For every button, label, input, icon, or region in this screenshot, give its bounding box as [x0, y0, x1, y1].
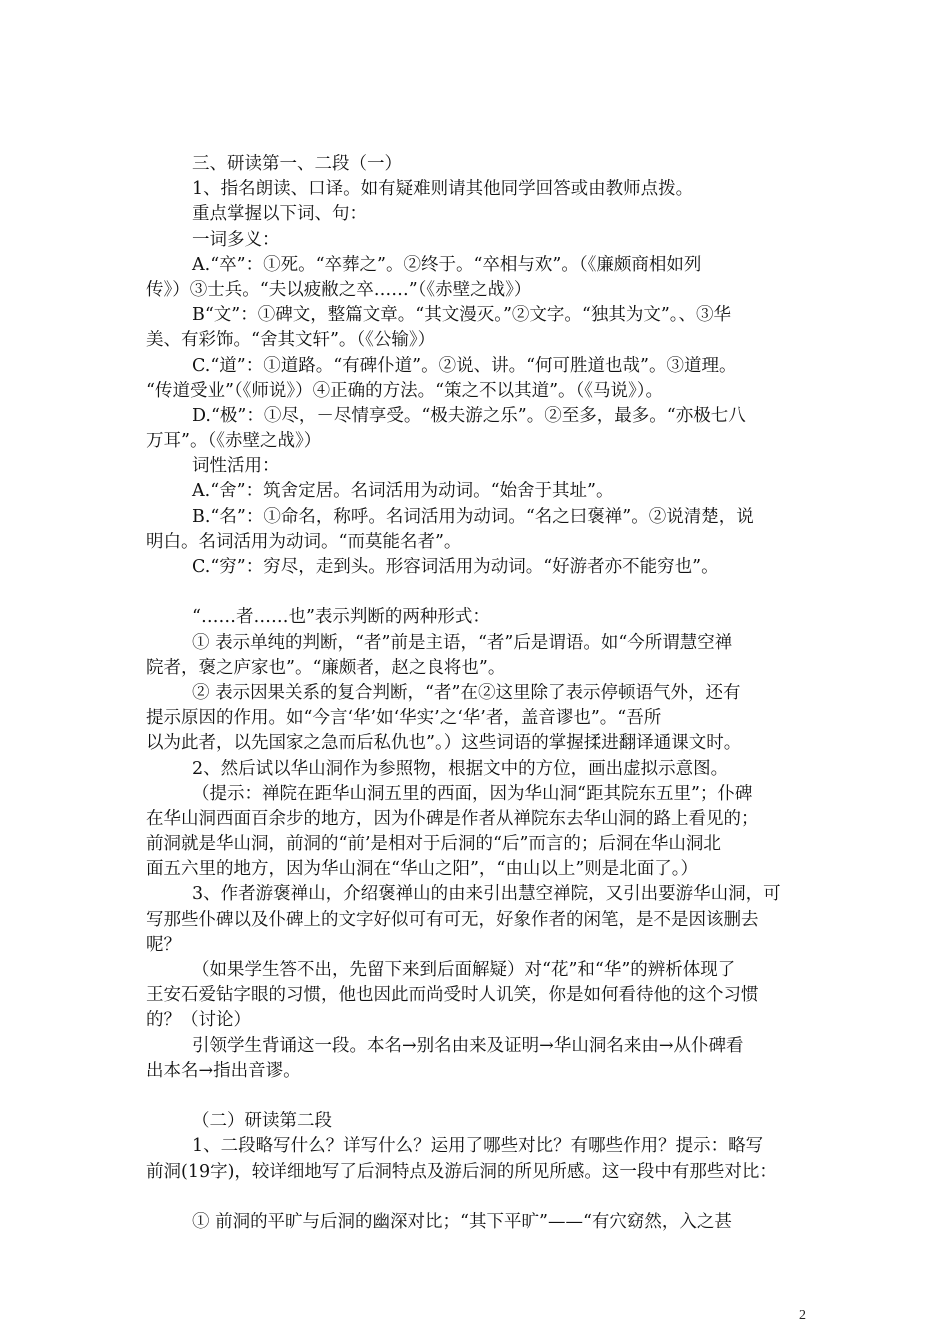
- text-line: 前洞就是华山洞，前洞的“前’是相对于后洞的“后”而言的；后洞在华山洞北: [146, 834, 721, 855]
- text-line: 院者，褒之庐家也”。“廉颇者，赵之良将也”。: [146, 657, 506, 678]
- text-line: 重点掌握以下词、句：: [192, 204, 367, 225]
- text-line: 王安石爱钻字眼的习惯，他也因此而尚受时人讥笑，你是如何看待他的这个习惯: [146, 985, 759, 1006]
- subheading: “……者……也”表示判断的两种形式：: [192, 607, 490, 628]
- text-line: A.“卒”：①死。“卒葬之”。②终于。“卒相与欢”。（《廉颇商相如列: [192, 254, 702, 275]
- text-line: C.“道”：①道路。“有碑仆道”。②说、讲。“何可胜道也哉”。③道理。: [192, 355, 737, 376]
- page-number: 2: [799, 1308, 806, 1323]
- subheading: 一词多义：: [192, 229, 280, 250]
- text-line: 美、有彩饰。“舍其文轩”。（《公输》）: [146, 330, 436, 351]
- text-line: B“文”：①碑文，整篇文章。“其文漫灭。”②文字。“独其为文”。、③华: [192, 305, 732, 326]
- text-line: 以为此者，以先国家之急而后私仇也”。）这些词语的掌握揉进翻译通课文时。: [146, 733, 742, 754]
- text-line: 明白。名词活用为动词。“而莫能名者”。: [146, 531, 462, 552]
- text-line: （提示：禅院在距华山洞五里的西面，因为华山洞“距其院东五里”；仆碑: [192, 783, 753, 804]
- text-line: A.“舍”：筑舍定居。名词活用为动词。“始舍于其址”。: [192, 481, 614, 502]
- text-line: 在华山洞西面百余步的地方，因为仆碑是作者从禅院东去华山洞的路上看见的；: [146, 808, 759, 829]
- text-line: ① 前洞的平旷与后洞的幽深对比；“其下平旷”——“有穴窈然，入之甚: [192, 1211, 732, 1232]
- text-line: 3、作者游褒禅山，介绍褒禅山的由来引出慧空禅院，又引出要游华山洞，可: [192, 884, 781, 905]
- text-line: C.“穷”：穷尽，走到头。形容词活用为动词。“好游者亦不能穷也”。: [192, 557, 719, 577]
- text-line: ② 表示因果关系的复合判断，“者”在②这里除了表示停顿语气外，还有: [192, 682, 741, 703]
- section-heading: 三、研读第一、二段（一）: [192, 154, 402, 174]
- text-line: 传》）③士兵。“夫以疲敝之卒……”（《赤壁之战》）: [146, 279, 532, 300]
- text-line: D.“极”：①尽，－尽情享受。“极夫游之乐”。②至多，最多。“亦极七八: [192, 405, 746, 426]
- text-line: 引领学生背诵这一段。本名→别名由来及证明→华山洞名来由→从仆碑看: [192, 1035, 744, 1056]
- paragraph-gap: [146, 1185, 811, 1210]
- text-line: 1、指名朗读、口译。如有疑难则请其他同学回答或由教师点拨。: [192, 179, 694, 200]
- text-line: ① 表示单纯的判断，“者”前是主语，“者”后是谓语。如“今所谓慧空禅: [192, 632, 733, 653]
- paragraph-gap: [146, 580, 811, 605]
- text-line: （如果学生答不出，先留下来到后面解疑）对“花”和“华”的辨析体现了: [192, 960, 736, 980]
- text-line: 写那些仆碑以及仆碑上的文字好似可有可无，好象作者的闲笔，是不是因该删去: [146, 909, 759, 930]
- text-line: 面五六里的地方，因为华山洞在“华山之阳”，“由山以上”则是北面了。）: [146, 859, 699, 880]
- text-line: 万耳”。（《赤壁之战》）: [146, 431, 322, 452]
- text-line: 2、然后试以华山洞作为参照物，根据文中的方位，画出虚拟示意图。: [192, 758, 729, 779]
- text-line: 前洞(19字)，较详细地写了后洞特点及游后洞的所见所感。这一段中有那些对比：: [146, 1161, 777, 1182]
- text-line: 呢？: [146, 934, 181, 955]
- text-line: 的？（讨论）: [146, 1010, 251, 1031]
- subheading: 词性活用：: [192, 456, 280, 477]
- text-line: 1、二段略写什么？详写什么？运用了哪些对比？有哪些作用？提示：略写: [192, 1136, 764, 1157]
- text-line: “传道受业”（《师说》）④正确的方法。“策之不以其道”。（《马说》）。: [146, 380, 664, 401]
- document-body: [146, 152, 811, 1235]
- text-line: B.“名”：①命名，称呼。名词活用为动词。“名之曰褒禅”。②说清楚，说: [192, 506, 754, 527]
- text-line: 出本名→指出音谬。: [146, 1060, 301, 1081]
- section-heading: （二）研读第二段: [192, 1111, 332, 1132]
- text-line: 提示原因的作用。如“今言‘华’如‘华实’之‘华’者，盖音谬也”。“吾所: [146, 708, 662, 729]
- paragraph-gap: [146, 1084, 811, 1109]
